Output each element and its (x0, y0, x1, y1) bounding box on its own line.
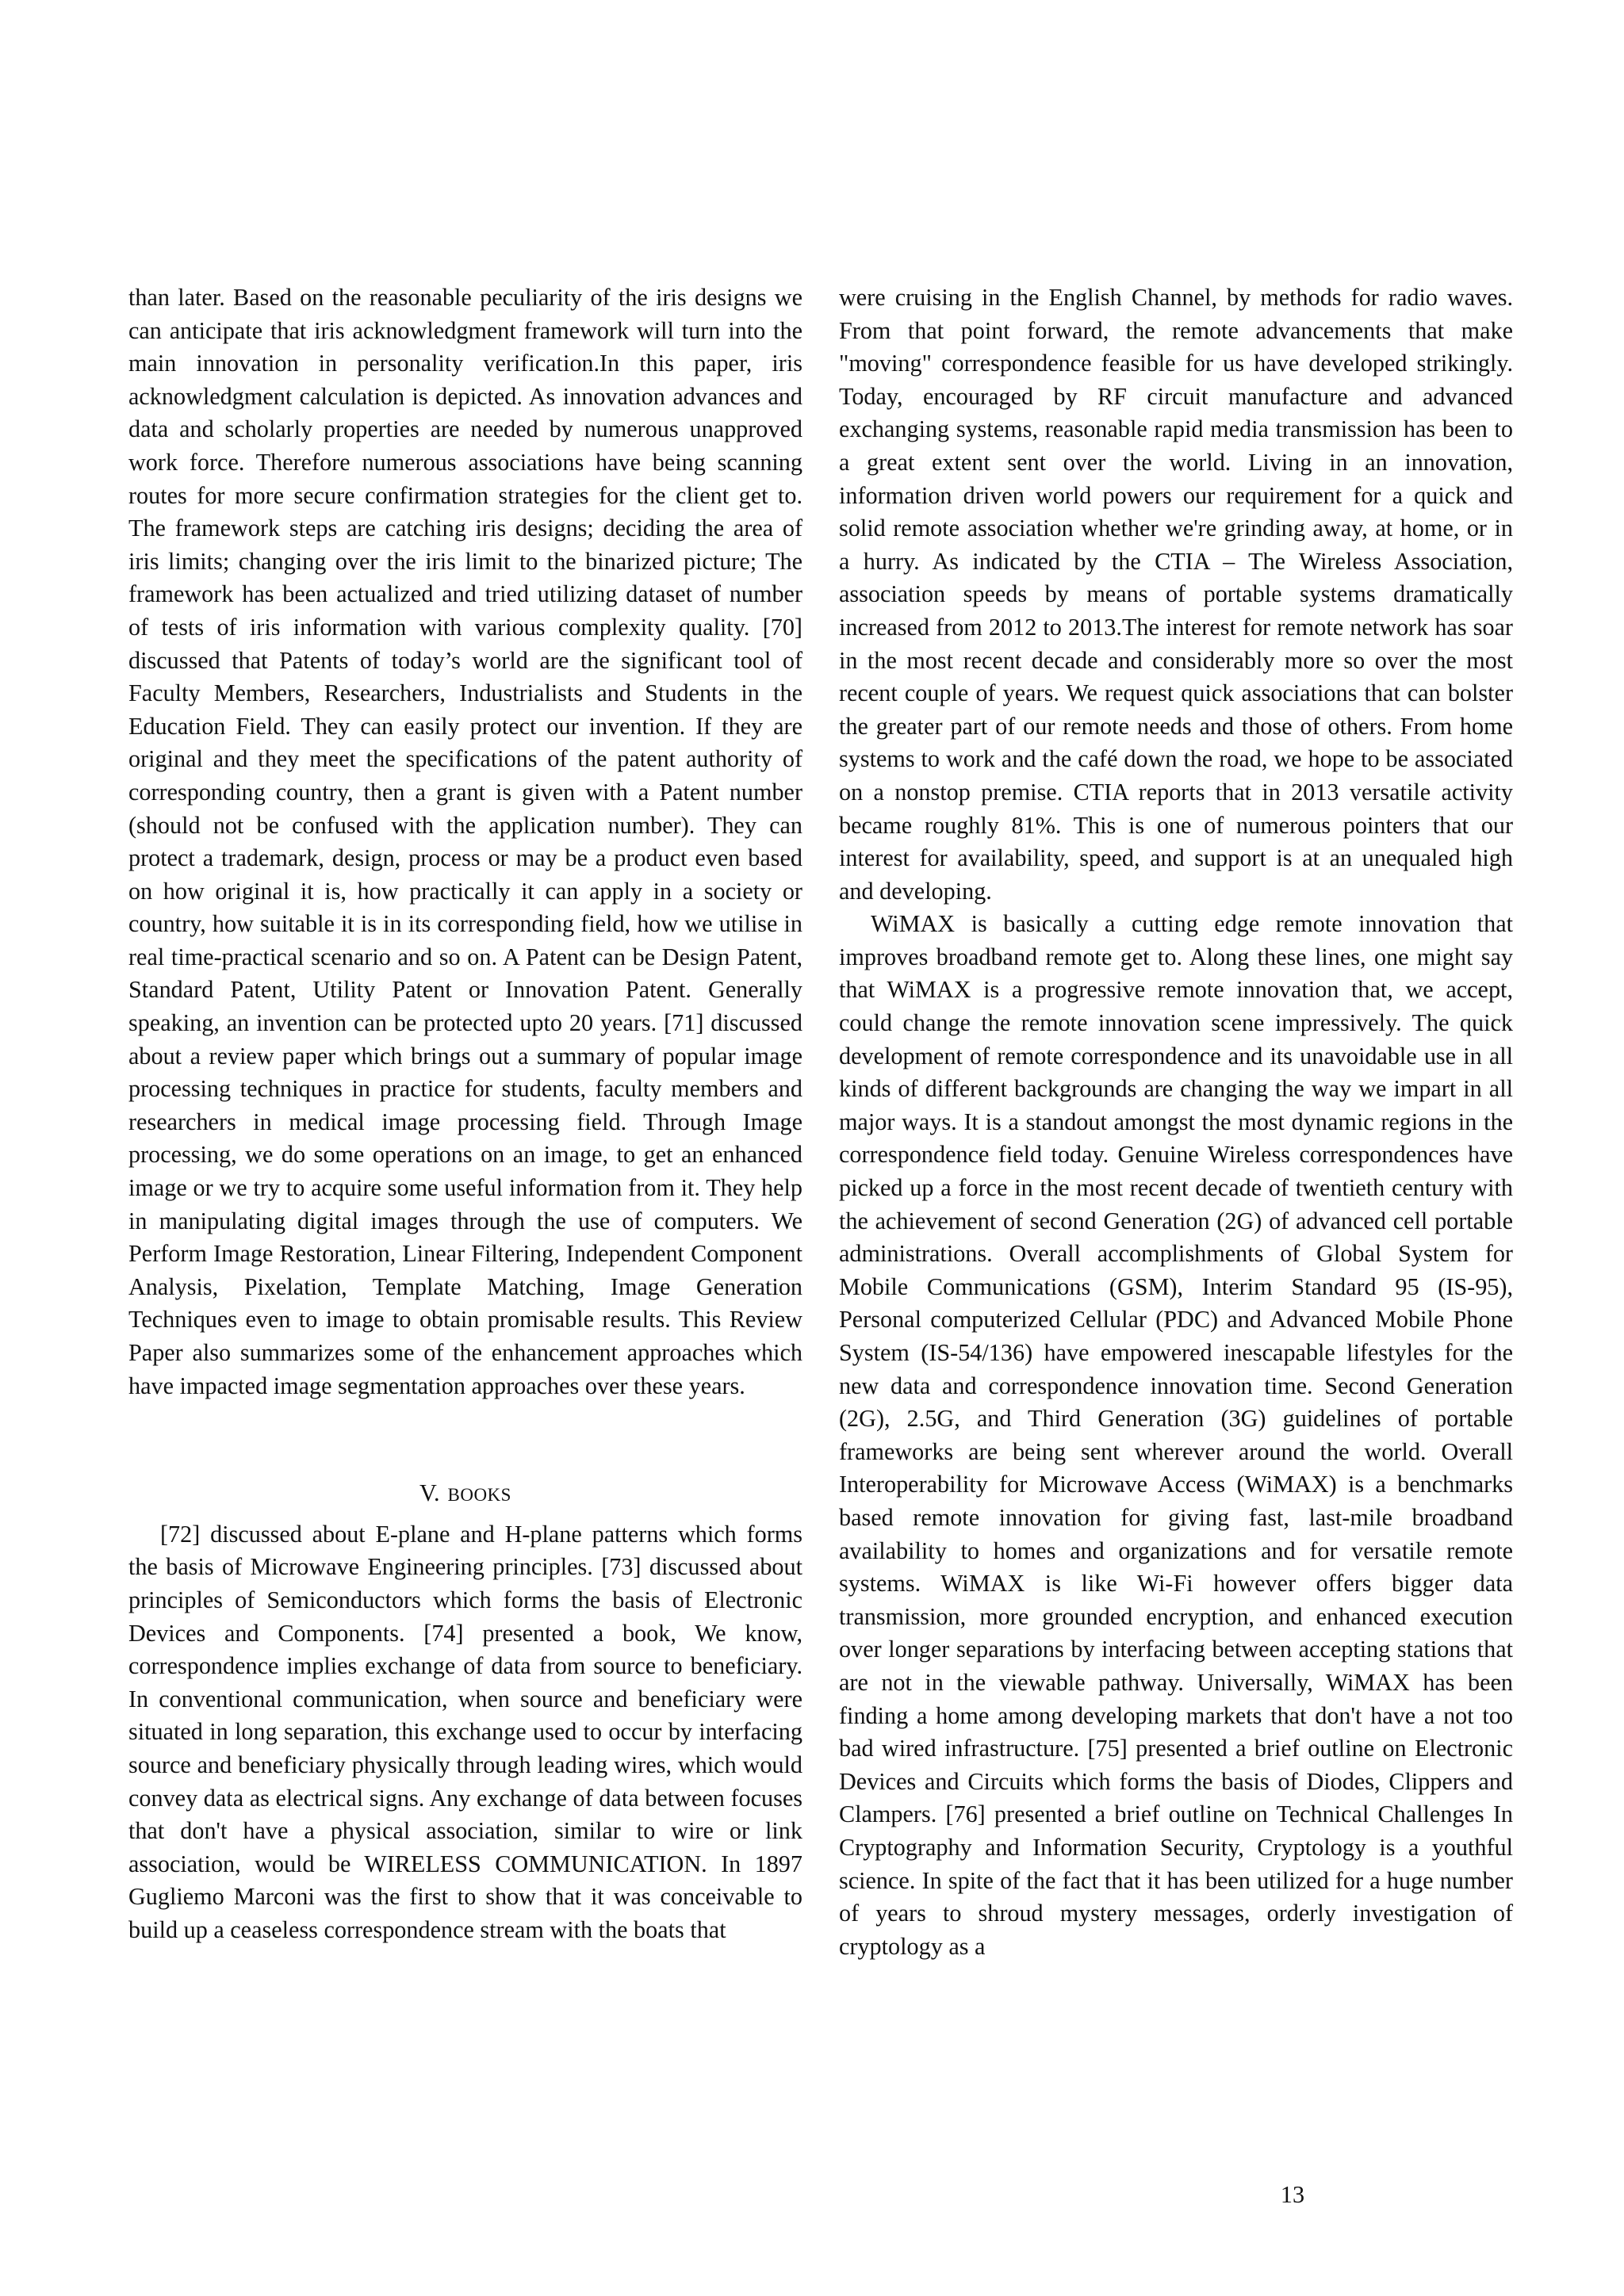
right-paragraph-1: were cruising in the English Channel, by methods for radio waves. From that point forward, the remote advancements that make "moving" correspondence feasible for us have developed strikingly. Today, encouraged by RF circuit manufacture and advanced exchanging systems, reasonable rapid media transmission has been to a great extent sent over the world. Living in an innovation, information driven world powers our requirement for a quick and solid remote association whether we're grinding away, at home, or in a hurry. As indicated by the CTIA – The Wireless Association, association speeds by means of portable systems dramatically increased from 2012 to 2013.The interest for remote network has soar in the most recent decade and considerably more so over the most recent couple of years. We request quick associations that can bolster the greater part of our remote needs and those of others. From home systems to work and the café down the road, we hope to be associated on a nonstop premise. CTIA reports that in 2013 versatile activity became roughly 81%. This is one of numerous pointers that our interest for availability, speed, and support is at an unequaled high and developing. (839, 284, 1513, 905)
page-number: 13 (1280, 2181, 1305, 2208)
section-numeral: V. (419, 1479, 440, 1507)
section-heading-books (128, 1477, 802, 1512)
right-paragraph-2: WiMAX is basically a cutting edge remote innovation that improves broadband remote get to. Along these lines, one might say that WiMAX is a progressive remote innovation that, we accept, could change the remote innovation scene impressively. The quick development of remote correspondence and its unavoidable use in all kinds of different backgrounds are changing the way we impart in all major ways. It is a standout amongst the most dynamic regions in the correspondence field today. Genuine Wireless correspondences have picked up a force in the most recent decade of twentieth century with the achievement of second Generation (2G) of advanced cell portable administrations. Overall accomplishments of Global System for Mobile Communications (GSM), Interim Standard 95 (IS-95), Personal computerized Cellular (PDC) and Advanced Mobile Phone System (IS-54/136) have empowered inescapable lifestyles for the new data and correspondence innovation time. Second Generation (2G), 2.5G, and Third Generation (3G) guidelines of portable frameworks are being sent wherever around the world. Overall Interoperability for Microwave Access (WiMAX) is a benchmarks based remote innovation for giving fast, last-mile broadband availability to homes and organizations and for versatile remote systems. WiMAX is like Wi-Fi however offers bigger data transmission, more grounded encryption, and enhanced execution over longer separations by interfacing between accepting stations that are not in the viewable pathway. Universally, WiMAX has been finding a home among developing markets that don't have a not too bad wired infrastructure. [75] presented a brief outline on Electronic Devices and Circuits which forms the basis of Diodes, Clippers and Clampers. [76] presented a brief outline on Technical Challenges In Cryptography and Information Security, Cryptology is a youthful science. In spite of the fact that it has been utilized for a huge number of years to shroud mystery messages, orderly investigation of cryptology as a (839, 910, 1513, 1960)
left-column (128, 281, 802, 1947)
left-paragraph-1: than later. Based on the reasonable peculiarity of the iris designs we can anticipate that iris acknowledgment framework will turn into the main innovation in personality verification.In this paper, iris acknowledgment calculation is depicted. As innovation advances and data and scholarly properties are needed by numerous unapproved work force. Therefore numerous associations have being scanning routes for more secure confirmation strategies for the client get to. The framework steps are catching iris designs; deciding the area of iris limits; changing over the iris limit to the binarized picture; The framework has been actualized and tried utilizing dataset of number of tests of iris information with various complexity quality. [70] discussed that Patents of today’s world are the significant tool of Faculty Members, Researchers, Industrialists and Students in the Education Field. They can easily protect our invention. If they are original and they meet the specifications of the patent authority of corresponding country, then a grant is given with a Patent number (should not be confused with the application number). They can protect a trademark, design, process or may be a product even based on how original it is, how practically it can apply in a society or country, how suitable it is in its corresponding field, how we utilise in real time-practical scenario and so on. A Patent can be Design Patent, Standard Patent, Utility Patent or Innovation Patent. Generally speaking, an invention can be protected upto 20 years. [71] discussed about a review paper which brings out a summary of popular image processing techniques in practice for students, faculty members and researchers in medical image processing field. Through Image processing, we do some operations on an image, to get an enhanced image or we try to acquire some useful information from it. They help in manipulating digital images through the use of computers. We Perform Image Restoration, Linear Filtering, Independent Component Analysis, Pixelation, Template Matching, Image Generation Techniques even to image to obtain promisable results. This Review Paper also summarizes some of the enhancement approaches which have impacted image segmentation approaches over these years. (128, 284, 802, 1399)
section-title: BOOKS (447, 1485, 511, 1506)
right-column (839, 281, 1513, 1963)
left-paragraph-2: [72] discussed about E-plane and H-plane patterns which forms the basis of Microwave Engineering principles. [73] discussed about principles of Semiconductors which forms the basis of Electronic Devices and Components. [74] presented a book, We know, correspondence implies exchange of data from source to beneficiary. In conventional communication, when source and beneficiary were situated in long separation, this exchange used to occur by interfacing source and beneficiary physically through leading wires, which would convey data as electrical signs. Any exchange of data between focuses that don't have a physical association, similar to wire or link association, would be WIRELESS COMMUNICATION. In 1897 Gugliemo Marconi was the first to show that it was conceivable to build up a ceaseless correspondence stream with the boats that (128, 1520, 802, 1943)
